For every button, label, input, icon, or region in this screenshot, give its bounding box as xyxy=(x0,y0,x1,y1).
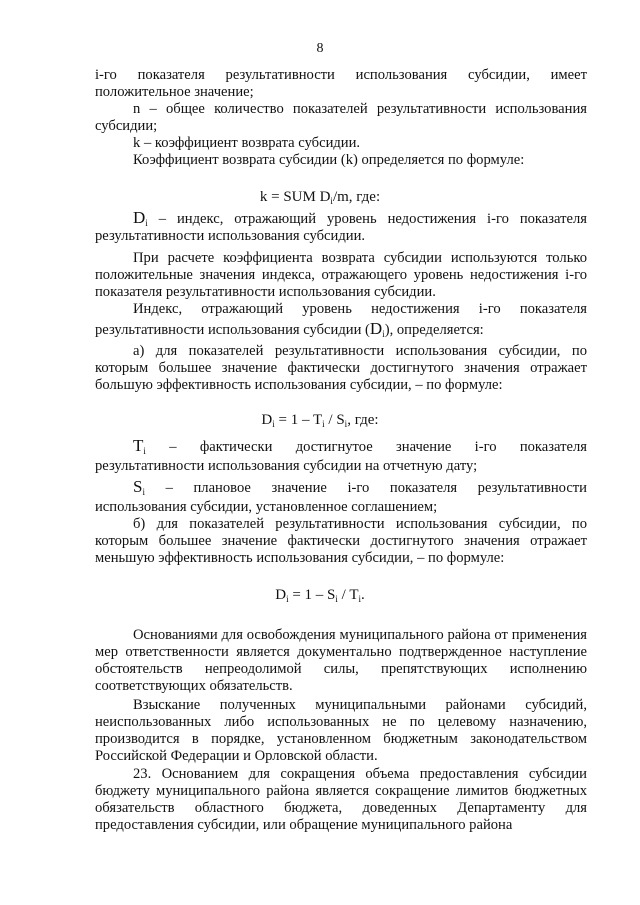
paragraph-case-a: а) для показателей результативности использования субсидии, по которым большее значение фактически достигнутого значения отражает большую эффективность использования субсидии, – по формуле: xyxy=(95,343,587,393)
paragraph-n-definition: n – общее количество показателей результативности использования субсидии; xyxy=(95,101,587,134)
si-symbol-sub: i xyxy=(142,487,145,497)
si-symbol: S xyxy=(133,477,143,496)
index-di-sub: i xyxy=(382,329,385,339)
formula-a-main: = 1 – T xyxy=(278,412,323,428)
paragraph-k-formula-intro: Коэффициент возврата субсидии (k) определяется по формуле: xyxy=(133,152,525,168)
formula-a-mid: / S xyxy=(324,412,345,428)
di-symbol: D xyxy=(133,208,146,227)
index-text-b: ), определяется: xyxy=(384,322,484,338)
paragraph-ti-line-1 xyxy=(95,437,587,456)
formula-k xyxy=(0,189,640,206)
paragraph-1-line-2: положительное значение; xyxy=(95,84,254,100)
formula-a-s-sub: i xyxy=(344,419,348,429)
formula-b-s-sub: i xyxy=(335,594,338,604)
paragraph-si-line-1 xyxy=(95,478,587,497)
formula-b xyxy=(0,587,640,604)
formula-b-t-sub: i xyxy=(358,594,361,604)
paragraph-23: 23. Основанием для сокращения объема предоставления субсидии бюджету муниципального района является сокращение лимитов бюджетных обязательств областного бюджета, доведенных Департаменту для предоставления субсидии, или обращение муниципального района xyxy=(95,766,587,833)
paragraph-1-line-1: i-го показателя результативности использования субсидии, имеет xyxy=(95,67,587,83)
formula-b-mid: / T xyxy=(337,587,359,603)
paragraph-si-line-2: использования субсидии, установленное соглашением; xyxy=(95,499,438,515)
di-symbol-sub: i xyxy=(145,218,148,228)
paragraph-recovery: Взыскание полученных муниципальными районами субсидий, неиспользованных либо использованных не по целевому назначению, производится в порядке, установленном бюджетным законодательством Российской Федерации и Орловской области. xyxy=(95,697,587,764)
formula-a-d-sub: i xyxy=(272,419,275,429)
formula-b-main: = 1 – S xyxy=(292,587,336,603)
formula-a-tail: , где: xyxy=(347,412,379,428)
paragraph-force-majeure: Основаниями для освобождения муниципального района от применения мер ответственности является документально подтвержденное наступление обстоятельств непреодолимой силы, препятствующих исполнению соответствующих обязательств. xyxy=(95,627,587,694)
si-line-1-text: – плановое значение i-го показателя результативности xyxy=(144,480,587,496)
formula-k-sub: i xyxy=(330,196,333,206)
paragraph-case-b: б) для показателей результативности использования субсидии, по которым большее значение фактически достигнутого значения отражает меньшую эффективность использования субсидии, – по формуле: xyxy=(95,516,587,566)
paragraph-positive-values: При расчете коэффициента возврата субсидии используются только положительные значения индекса, отражающего уровень недостижения i-го показателя результативности использования субсидии. xyxy=(95,250,587,300)
di-definition-text: – индекс, отражающий уровень недостижения i-го показателя результативности использования субсидии. xyxy=(95,211,587,244)
formula-k-tail: /m, где: xyxy=(332,189,381,205)
paragraph-ti-line-2: результативности использования субсидии на отчетную дату; xyxy=(95,458,478,474)
ti-symbol-sub: i xyxy=(143,446,146,456)
formula-b-d-sub: i xyxy=(286,594,289,604)
formula-b-d: D xyxy=(275,587,287,603)
formula-a-t-sub: i xyxy=(322,419,325,429)
formula-a xyxy=(0,412,640,429)
formula-k-main: k = SUM D xyxy=(259,189,331,205)
ti-line-1-text: – фактически достигнутое значение i-го показателя xyxy=(145,439,587,455)
paragraph-index-line-2 xyxy=(95,320,587,339)
index-di-symbol: D xyxy=(369,319,383,338)
formula-b-tail: . xyxy=(361,587,365,603)
page-number: 8 xyxy=(316,41,324,56)
paragraph-index-line-1: Индекс, отражающий уровень недостижения i-го показателя xyxy=(133,301,587,317)
paragraph-di-definition xyxy=(95,209,587,245)
index-text-a: результативности использования субсидии ( xyxy=(95,322,370,338)
paragraph-k-definition: k – коэффициент возврата субсидии. xyxy=(133,135,361,151)
formula-a-d: D xyxy=(261,412,273,428)
ti-symbol: T xyxy=(133,436,144,455)
